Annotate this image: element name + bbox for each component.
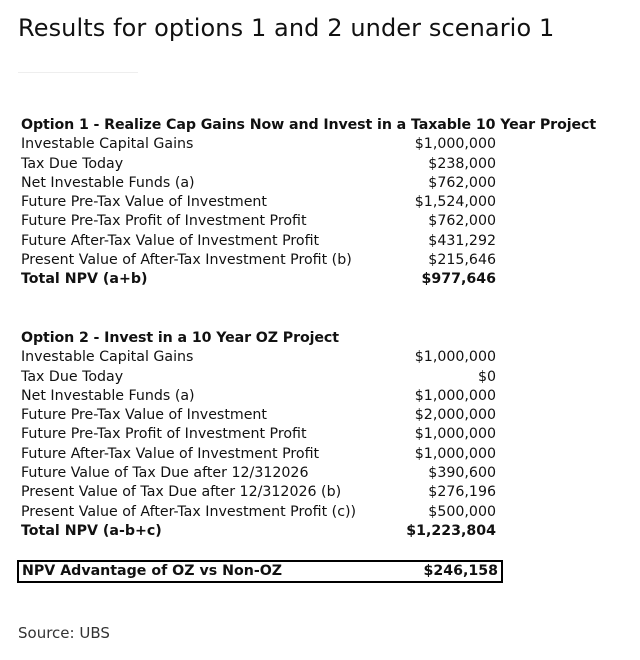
option1-row xyxy=(21,155,621,174)
row-label: Future Pre-Tax Profit of Investment Profit xyxy=(21,213,307,230)
option2-total-row xyxy=(21,522,621,541)
option2-row xyxy=(21,483,621,502)
row-value: $1,000,000 xyxy=(414,136,496,153)
row-value: $431,292 xyxy=(428,232,496,249)
divider xyxy=(18,72,138,73)
option1-row xyxy=(21,193,621,212)
row-label: Tax Due Today xyxy=(21,368,124,385)
option1-row xyxy=(21,212,621,231)
row-label: Investable Capital Gains xyxy=(21,349,194,366)
row-value: $1,524,000 xyxy=(414,194,496,211)
npv-advantage-box xyxy=(17,560,503,583)
row-label: Net Investable Funds (a) xyxy=(21,174,195,191)
row-value: $1,000,000 xyxy=(414,387,496,404)
option2-row xyxy=(21,464,621,483)
option1-heading: Option 1 - Realize Cap Gains Now and Invest in a Taxable 10 Year Project xyxy=(21,117,596,133)
row-value: $500,000 xyxy=(428,503,496,520)
row-label: Present Value of After-Tax Investment Profit (b) xyxy=(21,252,352,269)
option1-row xyxy=(21,135,621,154)
row-label: Present Value of Tax Due after 12/312026 (b) xyxy=(21,484,342,501)
option1-total-row xyxy=(21,270,621,289)
row-value: $762,000 xyxy=(428,174,496,191)
row-value: $1,000,000 xyxy=(414,349,496,366)
row-label: Future Pre-Tax Value of Investment xyxy=(21,194,267,211)
row-label: Tax Due Today xyxy=(21,155,124,172)
row-label: Investable Capital Gains xyxy=(21,136,194,153)
row-label: Present Value of After-Tax Investment Profit (c)) xyxy=(21,503,357,520)
npv-advantage-label: NPV Advantage of OZ vs Non-OZ xyxy=(22,563,283,579)
row-value: $1,000,000 xyxy=(414,426,496,443)
row-value: $276,196 xyxy=(428,484,496,501)
option1-row xyxy=(21,232,621,251)
row-label: Future Pre-Tax Value of Investment xyxy=(21,407,267,424)
option1-section xyxy=(21,116,621,290)
row-value: $390,600 xyxy=(428,465,496,482)
option2-row xyxy=(21,387,621,406)
row-value: $1,000,000 xyxy=(414,445,496,462)
option2-row xyxy=(21,368,621,387)
row-value: $0 xyxy=(477,368,496,385)
row-value: $762,000 xyxy=(428,213,496,230)
row-label: Net Investable Funds (a) xyxy=(21,387,195,404)
total-value: $977,646 xyxy=(421,271,496,288)
option2-row xyxy=(21,348,621,367)
option2-heading: Option 2 - Invest in a 10 Year OZ Project xyxy=(21,330,339,346)
page-title: Results for options 1 and 2 under scenario 1 xyxy=(18,14,555,42)
row-value: $2,000,000 xyxy=(414,407,496,424)
option2-row xyxy=(21,503,621,522)
source-note: Source: UBS xyxy=(18,624,110,642)
row-label: Future After-Tax Value of Investment Profit xyxy=(21,232,320,249)
total-label: Total NPV (a+b) xyxy=(21,271,148,288)
row-label: Future After-Tax Value of Investment Profit xyxy=(21,445,320,462)
row-label: Future Pre-Tax Profit of Investment Profit xyxy=(21,426,307,443)
option2-section xyxy=(21,329,621,541)
row-value: $215,646 xyxy=(428,252,496,269)
option1-row xyxy=(21,251,621,270)
option2-row xyxy=(21,406,621,425)
row-value: $238,000 xyxy=(428,155,496,172)
npv-advantage-value: $246,158 xyxy=(423,563,498,579)
option2-row xyxy=(21,445,621,464)
row-label: Future Value of Tax Due after 12/312026 xyxy=(21,465,309,482)
option2-row xyxy=(21,425,621,444)
total-value: $1,223,804 xyxy=(406,522,496,539)
option1-row xyxy=(21,174,621,193)
total-label: Total NPV (a-b+c) xyxy=(21,522,162,539)
